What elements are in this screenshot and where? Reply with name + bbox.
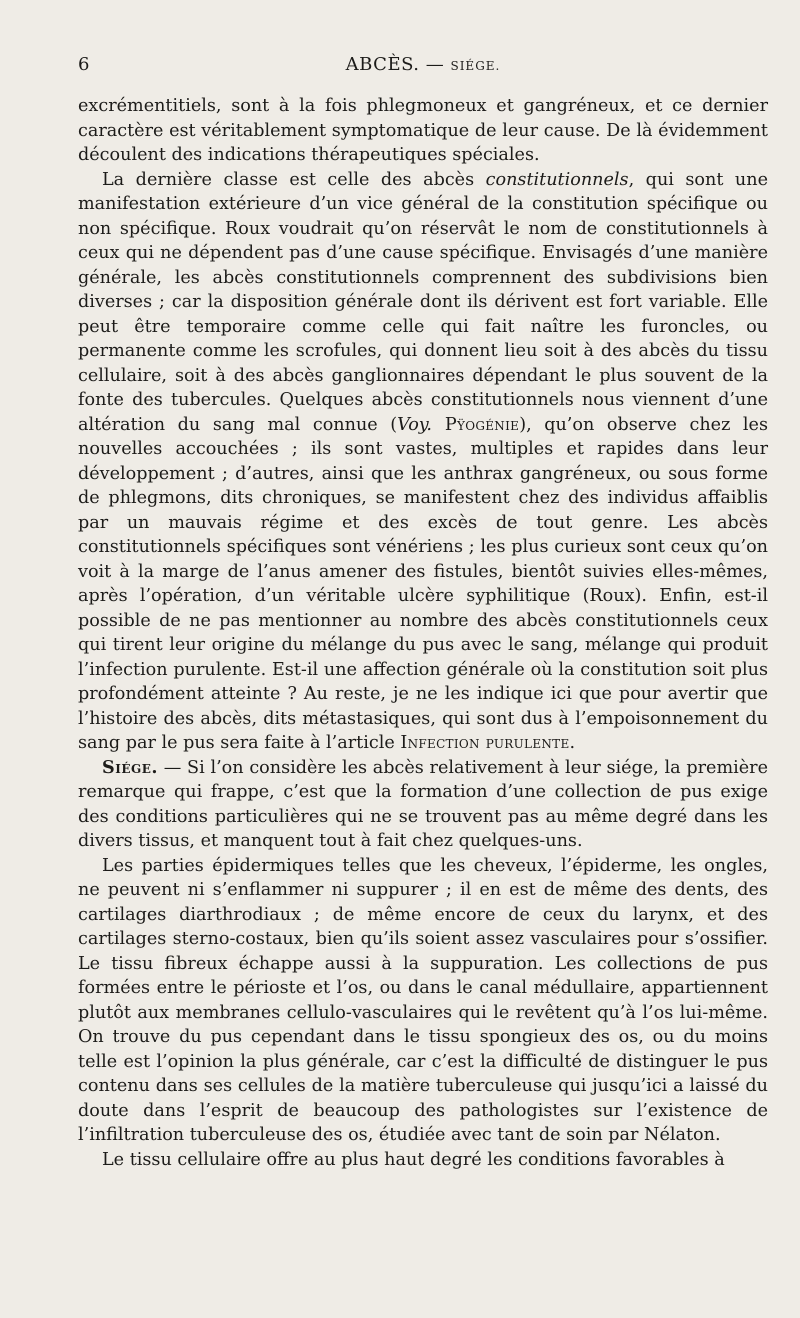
page-number: 6 <box>78 54 90 75</box>
cross-reference: Infection purulente <box>400 733 570 753</box>
paragraph-siege <box>78 756 768 854</box>
section-heading: Siége. <box>102 756 158 778</box>
text-run: . <box>569 733 576 753</box>
text-run: — Si l’on considère les abcès relativement à leur siége, la première remarque qui frappe, c’est que la formation d’une collection de pus exige des conditions particulières qui ne se trouvent pas au même degré dans les divers tissus, et manquent tout à fait chez quelques-uns. <box>78 757 768 851</box>
running-subtitle: SIÉGE. <box>450 59 501 73</box>
paragraph-epidermiques: Les parties épidermiques telles que les cheveux, l’épiderme, les ongles, ne peuvent ni s’enflammer ni suppurer ; il en est de même des dents, des cartilages diarthrodiaux ; de même encore de ceux du larynx, et des cartilages sterno-costaux, bien qu’ils soient assez vasculaires pour s’ossifier. Le tissu fibreux échappe aussi à la suppuration. Les collections de pus formées entre le périoste et l’os, ou dans le canal médullaire, appartiennent plutôt aux membranes cellulo-vasculaires qui le revêtent qu’à l’os lui-même. On trouve du pus cependant dans le tissu spongieux des os, ou du moins telle est l’opinion la plus générale, car c’est la difficulté de distinguer le pus contenu dans ses cellules de la matière tuberculeuse qui jusqu’ici a laissé du doute dans l’esprit de beaucoup des pathologistes sur l’existence de l’infiltration tuberculeuse des os, étudiée avec tant de soin par Nélaton. <box>78 855 768 1145</box>
paragraph-tissu-cellulaire: Le tissu cellulaire offre au plus haut degré les conditions favorables à <box>102 1149 725 1170</box>
text-run: ), qu’on observe chez les nouvelles accouchées ; ils sont vastes, multiples et rapides dans leur développement ; d’autres, ainsi que les anthrax gangréneux, ou sous forme de phlegmons, dits chroniques, se manifestent chez des individus affaiblis par un mauvais régime et des excès de tout genre. Les abcès constitutionnels spécifiques sont vénériens ; les plus curieux sont ceux qu’on voit à la marge de l’anus amener des fistules, bientôt suivies elles-mêmes, après l’opération, d’un véritable ulcère syphilitique (Roux). Enfin, est-il possible de ne pas mentionner au nombre des abcès constitutionnels ceux qui tirent leur origine du mélange du pus avec le sang, mélange qui produit l’infection purulente. Est-il une affection générale où la constitution soit plus profondément atteinte ? Au reste, je ne les indique ici que pour avertir que l’histoire des abcès, dits métastasiques, qui sont dus à l’empoisonnement du sang par le pus sera faite à l’article <box>78 414 768 753</box>
running-title: ABCÈS. <box>345 54 420 75</box>
page-header <box>78 54 768 82</box>
running-separator: — <box>419 54 451 75</box>
paragraph-continuation: excrémentitiels, sont à la fois phlegmoneux et gangréneux, et ce dernier caractère est véritablement symptomatique de leur cause. De là évidemment découlent des indications thérapeutiques spéciales. <box>78 96 768 165</box>
see-also-abbrev: Voy. <box>397 414 432 435</box>
cross-reference: Pÿogénie <box>432 414 520 435</box>
running-head <box>78 54 768 75</box>
text-run: La dernière classe est celle des abcès <box>102 169 486 190</box>
paragraph-constitutionnels <box>78 168 768 756</box>
body-text <box>78 94 768 1172</box>
emphasis-term: constitutionnels <box>485 169 629 190</box>
text-run: , qui sont une manifestation extérieure d’un vice général de la constitution spécifique ou non spécifique. Roux voudrait qu’on réservât le nom de constitutionnels à ceux qui ne dépendent pas d’une cause spécifique. Envisagés d’une manière générale, les abcès constitutionnels comprennent des subdivisions bien diverses ; car la disposition générale dont ils dérivent est fort variable. Elle peut être temporaire comme celle qui fait naître les furoncles, ou permanente comme les scrofules, qui donnent lieu soit à des abcès du tissu cellulaire, soit à des abcès ganglionnaires dépendant le plus souvent de la fonte des tubercules. Quelques abcès constitutionnels nous viennent d’une altération du sang mal connue ( <box>78 169 769 435</box>
